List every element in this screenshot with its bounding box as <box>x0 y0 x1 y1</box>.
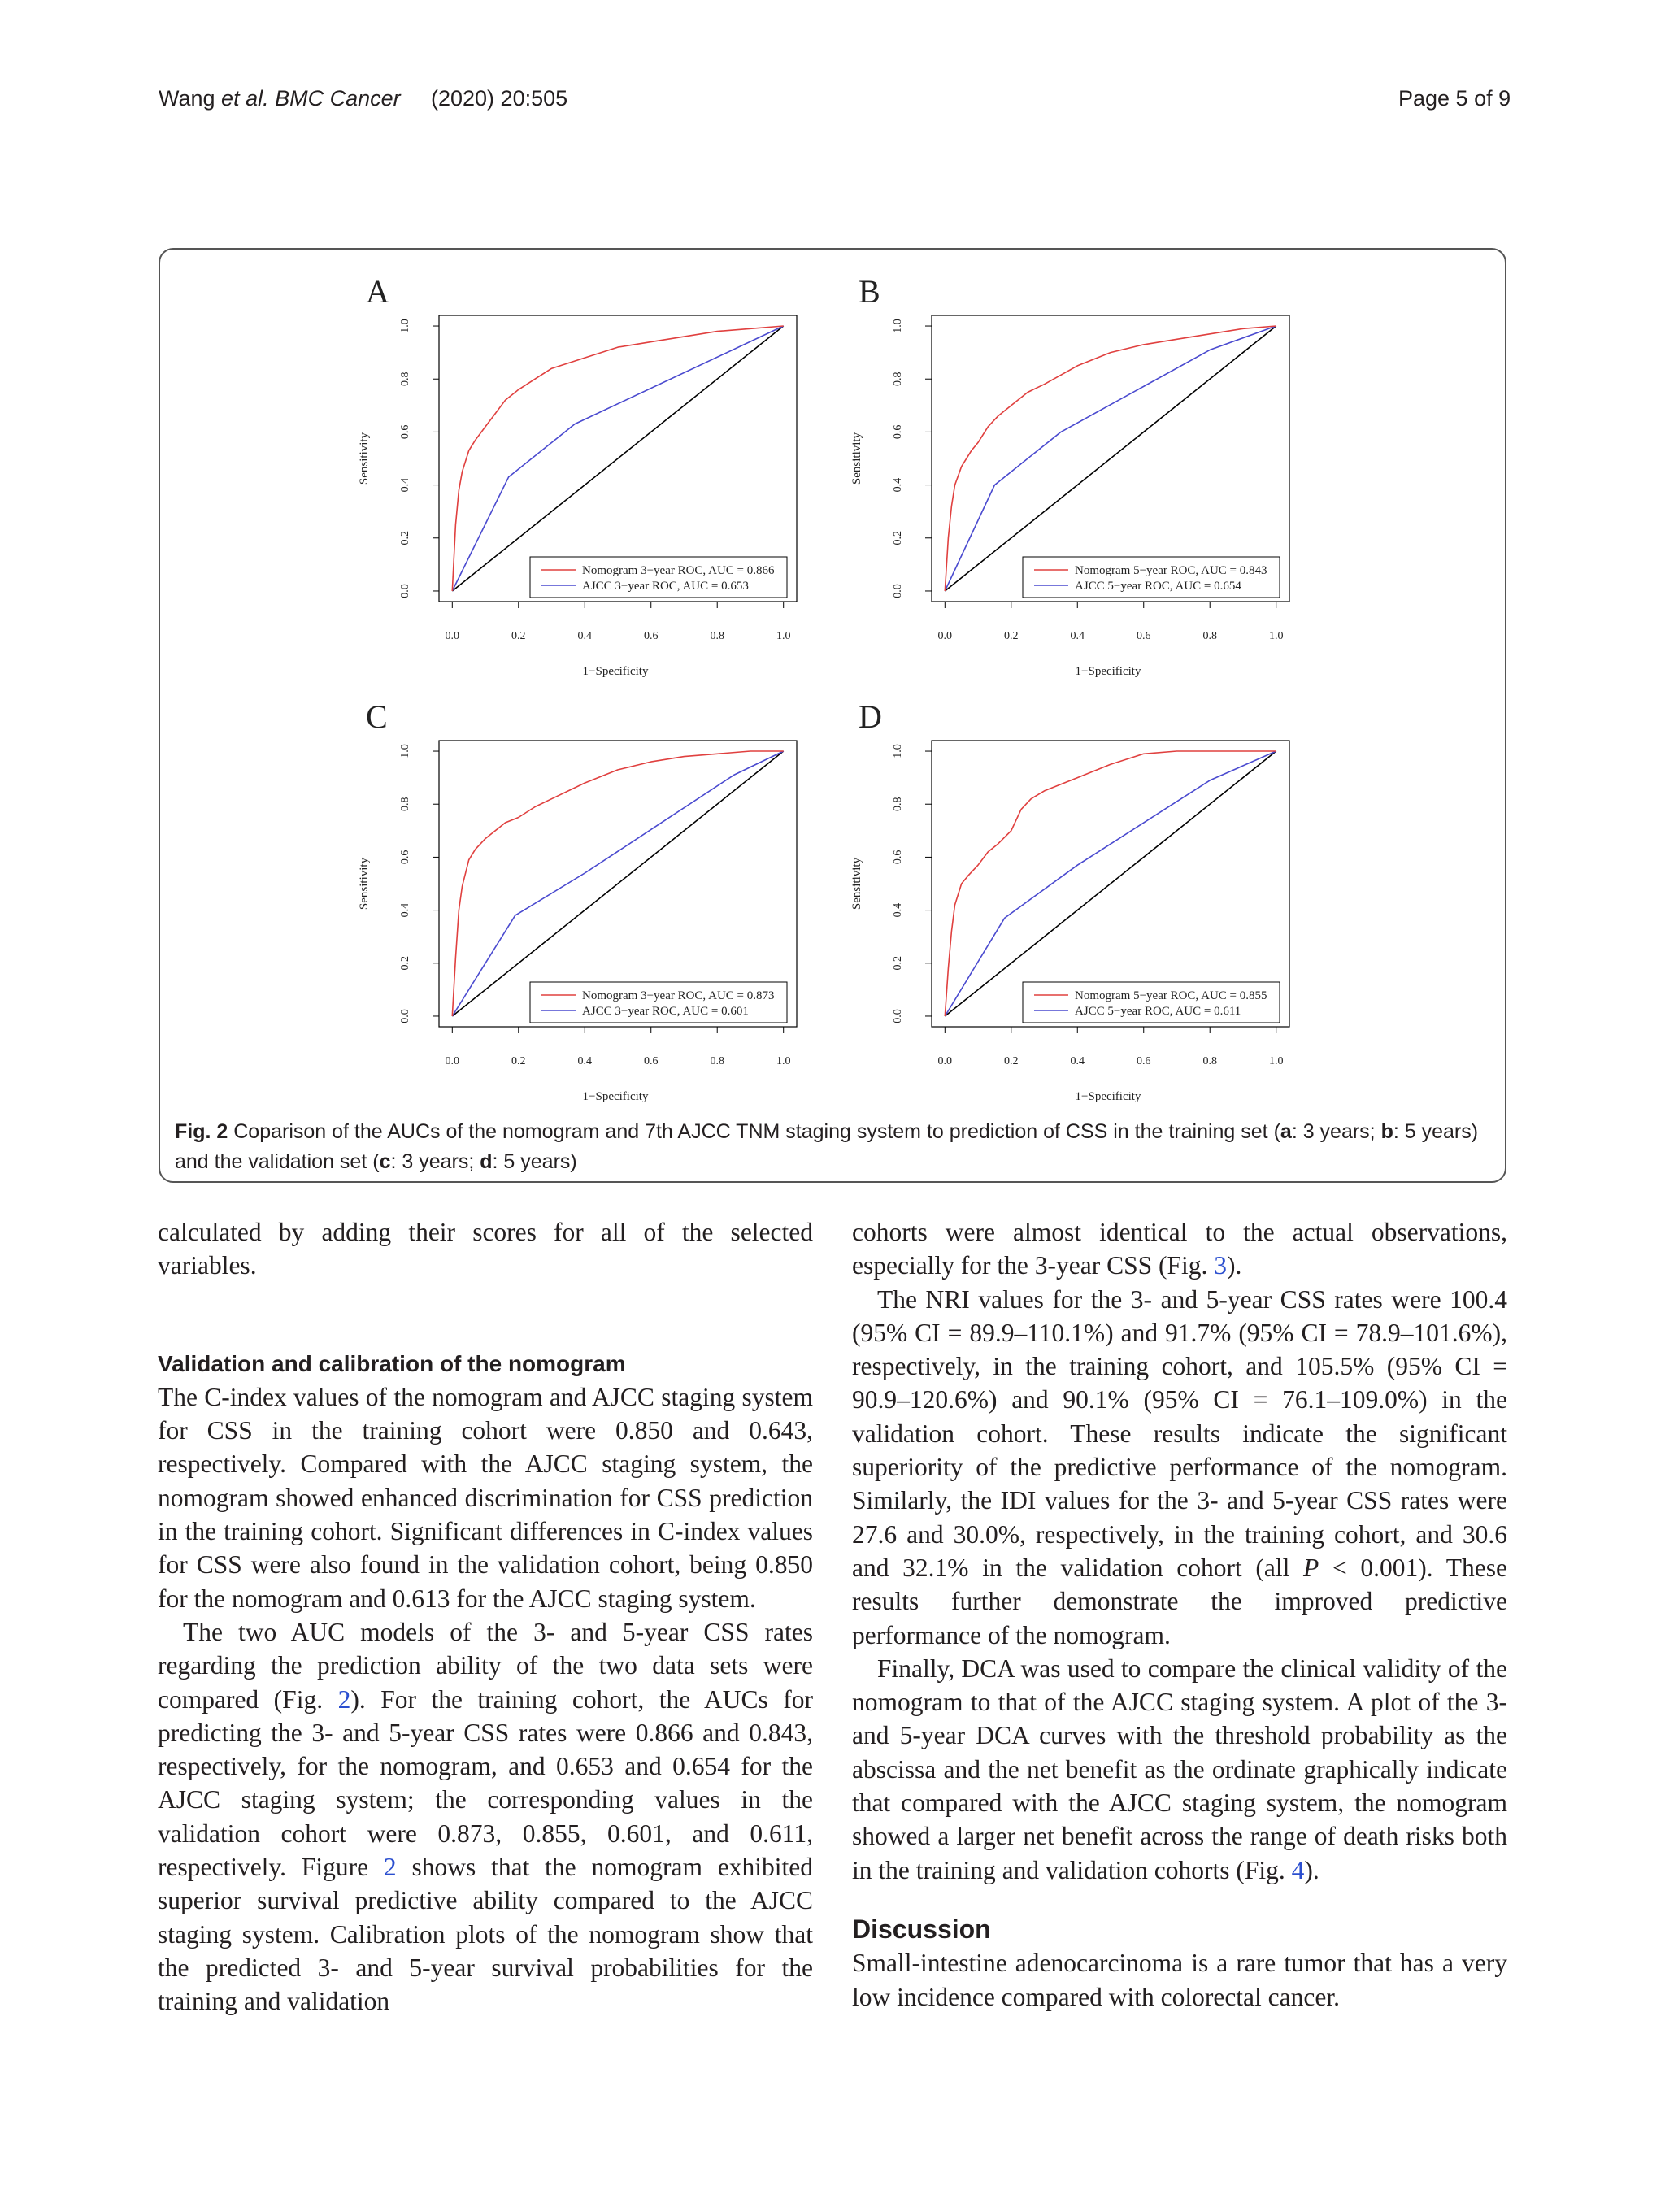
panel-c-ytick-label: 0.4 <box>399 902 411 918</box>
panel-c-xtick-label: 0.4 <box>577 1055 593 1067</box>
panel-a-legend-label: Nomogram 3−year ROC, AUC = 0.866 <box>582 564 775 577</box>
panel-d-ytick-label: 0.2 <box>892 956 904 971</box>
panel-b-xtick-label: 0.8 <box>1202 630 1217 642</box>
panel-a-ytick-label: 0.2 <box>399 531 411 545</box>
panel-c-ytick-label: 1.0 <box>399 744 411 758</box>
panel-c-legend-label: AJCC 3−year ROC, AUC = 0.601 <box>582 1005 749 1018</box>
panel-b-xtick-label: 0.6 <box>1136 630 1151 642</box>
section-heading-validation: Validation and calibration of the nomogram <box>158 1350 626 1376</box>
panel-a-ytick-label: 0.4 <box>399 477 411 493</box>
left-p3-text-a: The two AUC models of the 3- and 5-year CSS rates regarding the prediction ability of the two data sets were compared (Fig. <box>158 1617 813 1714</box>
panel-c-xtick-label: 0.2 <box>511 1055 526 1067</box>
panel-c-ytick-label: 0.8 <box>399 797 411 811</box>
panel-b-reference-diagonal-line <box>945 326 1276 591</box>
fig-ref-3[interactable]: 3 <box>1214 1251 1228 1280</box>
right-paragraph-2 <box>852 1283 1507 1652</box>
panel-b-ylabel: Sensitivity <box>850 432 863 485</box>
panel-a-xtick-label: 0.4 <box>577 630 593 642</box>
figure-caption <box>175 1117 1492 1177</box>
header-citation: (2020) 20:505 <box>431 86 568 111</box>
header-page-number: Page 5 of 9 <box>1398 86 1511 111</box>
caption-key-b: b <box>1380 1120 1393 1143</box>
right-p2-text-a: The NRI values for the 3- and 5-year CSS rates were 100.4 (95% CI = 89.9–110.1%) and 91.7% (95% CI = 78.9–101.6%), respectively, in the training cohort, and 105.5% (95% CI = 90.9–120.6%) and 90.1% (95% CI = 76.1–109.0%) in the validation cohort. These results indicate the significant superiority of the predictive performance of the nomogram. Similarly, the IDI values for the 3- and 5-year CSS rates were 27.6 and 30.0%, respectively, in the training cohort, and 30.6 and 32.1% in the validation cohort (all <box>852 1284 1507 1582</box>
panel-d-legend-label: AJCC 5−year ROC, AUC = 0.611 <box>1075 1005 1241 1018</box>
header-author: Wang <box>159 86 215 111</box>
panel-d-xtick-label: 0.8 <box>1202 1055 1217 1067</box>
panel-a-xtick-label: 0.6 <box>643 630 659 642</box>
panel-b-ytick-label: 0.8 <box>892 372 904 386</box>
right-p3-text-b: ). <box>1304 1855 1319 1884</box>
right-p2-text-b: < 0.001). These results further demonstrate the improved predictive performance of the nomogram. <box>852 1553 1507 1649</box>
panel-d-reference-diagonal-line <box>945 751 1276 1016</box>
panel-d-ytick-label: 0.0 <box>892 1009 904 1023</box>
panel-a-xlabel: 1−Specificity <box>582 665 649 678</box>
caption-key-c: c <box>379 1150 391 1173</box>
left-p3-text-b: ). For the training cohort, the AUCs for predicting the 3- and 5-year CSS rates were 0.866 and 0.843, respectively, for the nomogram, and 0.653 and 0.654 for the AJCC staging system; the corresponding values in the validation cohort were 0.873, 0.855, 0.601, and 0.611, respectively. Figure <box>158 1684 813 1882</box>
panel-a-ytick-label: 0.6 <box>399 424 411 440</box>
panel-c-xtick-label: 0.8 <box>710 1055 724 1067</box>
panel-c-legend-label: Nomogram 3−year ROC, AUC = 0.873 <box>582 989 775 1002</box>
right-column <box>852 1215 1507 2014</box>
caption-text-c: : 3 years; <box>390 1150 480 1173</box>
panel-d-ytick-label: 0.6 <box>892 850 904 865</box>
panel-a-xtick-label: 0.0 <box>445 630 460 642</box>
panel-d-ytick-label: 0.4 <box>892 902 904 918</box>
right-paragraph-1 <box>852 1215 1507 1283</box>
caption-label: Fig. 2 <box>175 1120 228 1143</box>
panel-a-ylabel: Sensitivity <box>358 432 371 485</box>
panel-d-xtick-label: 0.6 <box>1136 1055 1151 1067</box>
panel-d-xtick-label: 0.2 <box>1004 1055 1019 1067</box>
right-p3-text-a: Finally, DCA was used to compare the clinical validity of the nomogram to that of the AJCC staging system. A plot of the 3- and 5-year DCA curves with the threshold probability as the abscissa and the net benefit as the ordinate graphically indicate that compared with the AJCC staging system, the nomogram showed a larger net benefit across the range of death risks both in the training and validation cohorts (Fig. <box>852 1654 1507 1884</box>
p-value-symbol: P <box>1303 1553 1319 1582</box>
panel-b-legend-label: Nomogram 5−year ROC, AUC = 0.843 <box>1075 564 1267 577</box>
panel-d-letter: D <box>859 698 882 735</box>
panel-d-xtick-label: 0.4 <box>1070 1055 1085 1067</box>
panel-b-ytick-label: 0.0 <box>892 584 904 598</box>
fig-ref-4[interactable]: 4 <box>1291 1855 1305 1884</box>
fig-ref-2b[interactable]: 2 <box>383 1853 397 1882</box>
left-p3-text-c: shows that the nomogram exhibited superior survival predictive ability compared to the AJCC staging system. Calibration plots of the nomogram show that the predicted 3- and 5-year survival probabilities for the training and validation <box>158 1853 813 2016</box>
header-journal: et al. BMC Cancer <box>221 86 401 111</box>
panel-b-xtick-label: 1.0 <box>1268 630 1284 642</box>
caption-text-a: : 3 years; <box>1291 1120 1381 1143</box>
panel-d-legend-label: Nomogram 5−year ROC, AUC = 0.855 <box>1075 989 1267 1002</box>
caption-text-1: Coparison of the AUCs of the nomogram and 7th AJCC TNM staging system to prediction of CSS in the training set ( <box>228 1120 1280 1143</box>
section-heading-discussion: Discussion <box>852 1914 991 1944</box>
panel-c-ylabel: Sensitivity <box>358 857 371 910</box>
panel-c-ytick-label: 0.6 <box>399 850 411 865</box>
panel-d-xlabel: 1−Specificity <box>1075 1090 1141 1103</box>
left-column <box>158 1215 813 2019</box>
panel-c-xtick-label: 0.0 <box>445 1055 460 1067</box>
panel-b-xtick-label: 0.2 <box>1004 630 1019 642</box>
panel-c-ytick-label: 0.0 <box>399 1009 411 1023</box>
caption-key-d: d <box>480 1150 493 1173</box>
panel-d-ylabel: Sensitivity <box>850 857 863 910</box>
panel-b-ytick-label: 0.2 <box>892 531 904 545</box>
panel-c-ytick-label: 0.2 <box>399 956 411 971</box>
panel-b-xlabel: 1−Specificity <box>1075 665 1141 678</box>
fig-ref-2a[interactable]: 2 <box>337 1684 351 1714</box>
panel-c-letter: C <box>366 698 388 735</box>
left-paragraph-1: calculated by adding their scores for all of the selected variables. <box>158 1218 813 1280</box>
panel-b-letter: B <box>859 273 880 310</box>
panel-d-ytick-label: 0.8 <box>892 797 904 811</box>
caption-text-d: : 5 years) <box>492 1150 577 1173</box>
panel-b-ytick-label: 0.6 <box>892 424 904 440</box>
panel-c-xlabel: 1−Specificity <box>582 1090 649 1103</box>
panel-a-xtick-label: 1.0 <box>776 630 791 642</box>
left-paragraph-2: The C-index values of the nomogram and AJCC staging system for CSS in the training cohort were 0.850 and 0.643, respectively. Compared with the AJCC staging system, the nomogram showed enhanced discrimination for CSS prediction in the training cohort. Significant differences in C-index values for CSS were also found in the validation cohort, being 0.850 for the nomogram and 0.613 for the AJCC staging system. <box>158 1382 813 1613</box>
left-paragraph-3 <box>158 1615 813 2019</box>
panel-b-xtick-label: 0.4 <box>1070 630 1085 642</box>
panel-d-xtick-label: 1.0 <box>1268 1055 1284 1067</box>
panel-b-legend-label: AJCC 5−year ROC, AUC = 0.654 <box>1075 580 1241 593</box>
panel-c-reference-diagonal-line <box>452 751 783 1016</box>
panel-a-ytick-label: 1.0 <box>399 319 411 333</box>
panel-b-xtick-label: 0.0 <box>937 630 953 642</box>
right-p1-text-a: cohorts were almost identical to the actual observations, especially for the 3-year CSS (Fig. <box>852 1218 1507 1280</box>
panel-d-xtick-label: 0.0 <box>937 1055 953 1067</box>
panel-a-ytick-label: 0.8 <box>399 372 411 386</box>
caption-key-a: a <box>1280 1120 1292 1143</box>
panel-a-xtick-label: 0.2 <box>511 630 526 642</box>
right-p1-text-b: ). <box>1227 1251 1242 1280</box>
caption-text-b: : 5 years) and the validation set ( <box>175 1120 1479 1173</box>
right-paragraph-3 <box>852 1652 1507 1887</box>
right-paragraph-4: Small-intestine adenocarcinoma is a rare tumor that has a very low incidence compared with colorectal cancer. <box>852 1949 1507 2011</box>
panel-a-letter: A <box>366 273 389 310</box>
panel-a-reference-diagonal-line <box>452 326 783 591</box>
panel-c-xtick-label: 0.6 <box>643 1055 659 1067</box>
panel-a-xtick-label: 0.8 <box>710 630 724 642</box>
panel-d-ytick-label: 1.0 <box>892 744 904 758</box>
panel-a-ytick-label: 0.0 <box>399 584 411 598</box>
panel-a-legend-label: AJCC 3−year ROC, AUC = 0.653 <box>582 580 749 593</box>
panel-b-ytick-label: 0.4 <box>892 477 904 493</box>
panel-c-xtick-label: 1.0 <box>776 1055 791 1067</box>
panel-b-ytick-label: 1.0 <box>892 319 904 333</box>
